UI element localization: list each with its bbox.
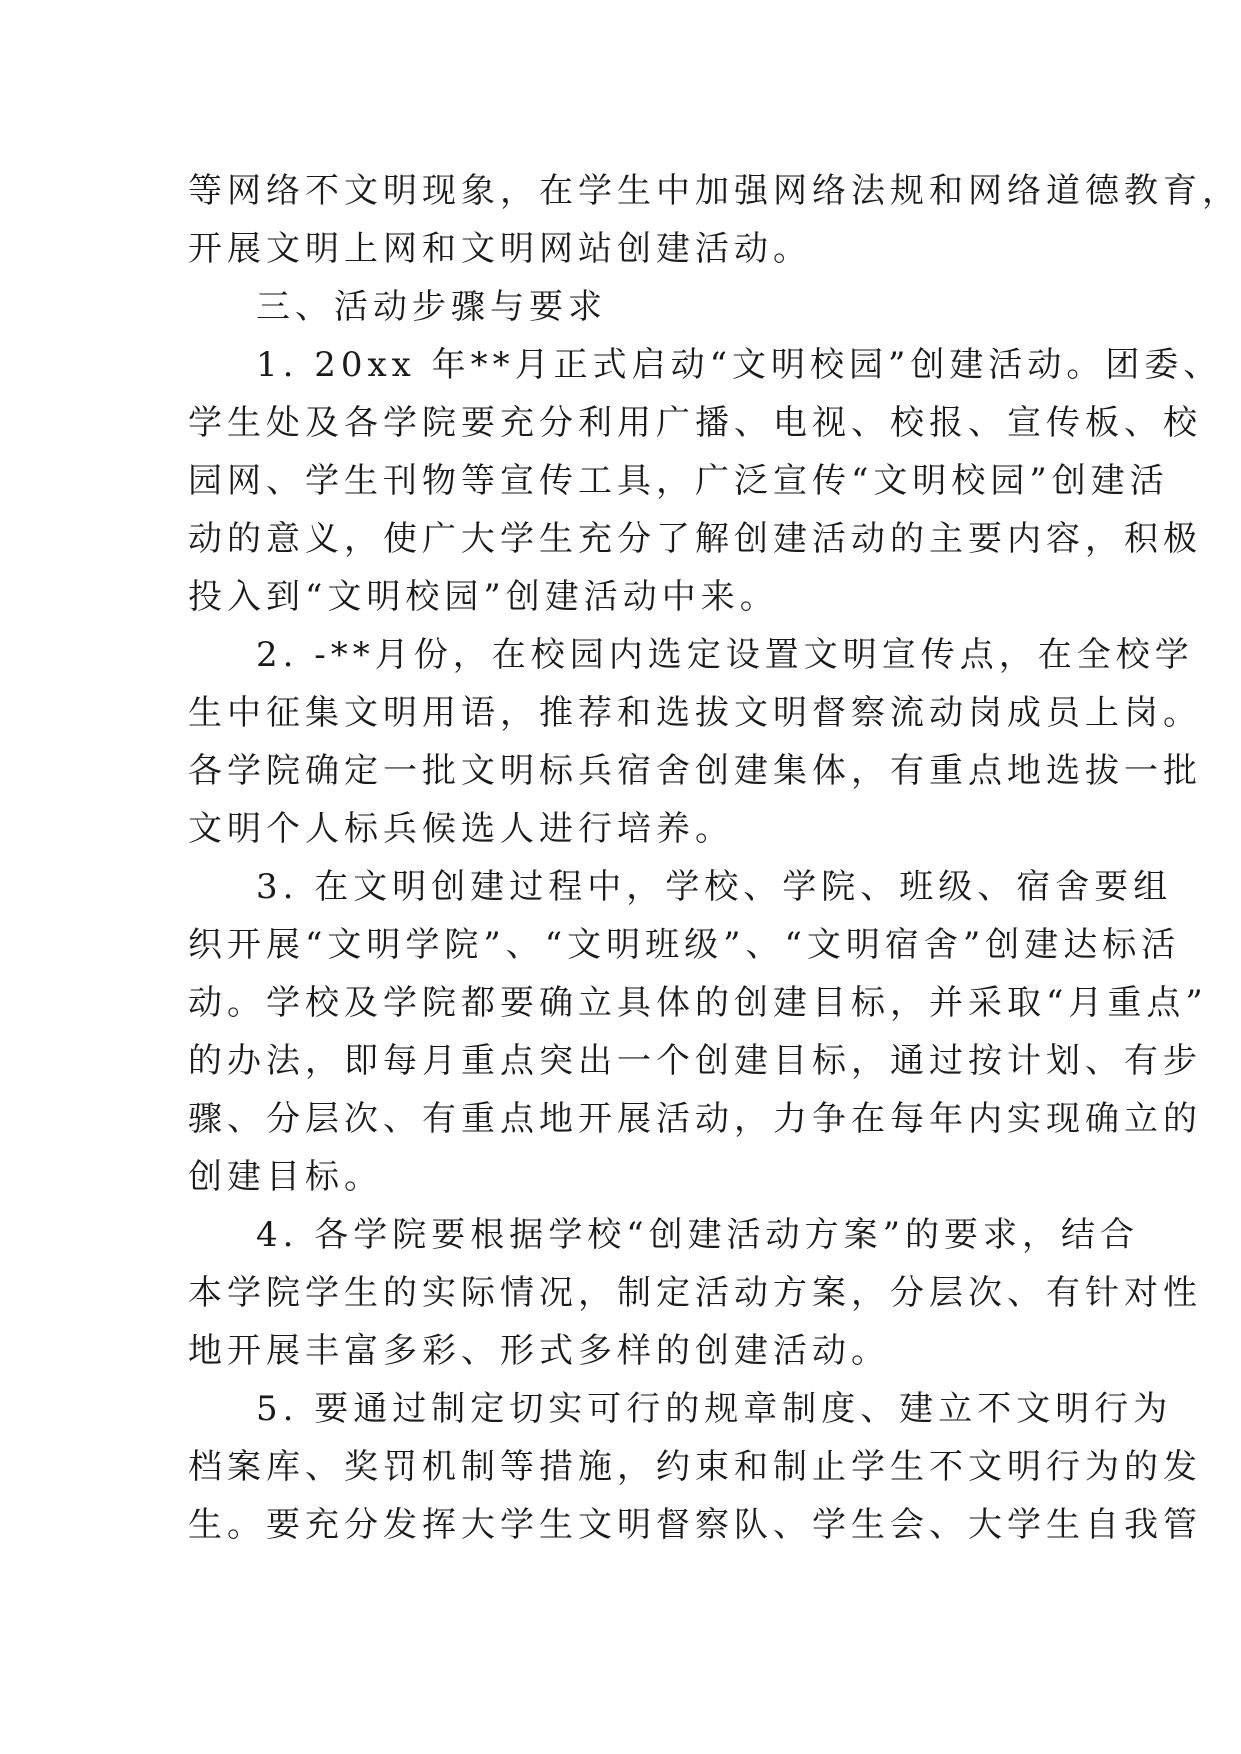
paragraph-line: 学生处及各学院要充分利用广播、电视、校报、宣传板、校 bbox=[188, 403, 1202, 443]
paragraph-line: 的办法，即每月重点突出一个创建目标，通过按计划、有步 bbox=[188, 1041, 1202, 1081]
paragraph-line: 生中征集文明用语，推荐和选拔文明督察流动岗成员上岗。 bbox=[188, 693, 1202, 733]
section-heading: 三、活动步骤与要求 bbox=[256, 287, 607, 327]
paragraph-line: 开展文明上网和文明网站创建活动。 bbox=[188, 229, 812, 269]
paragraph-line: 地开展丰富多彩、形式多样的创建活动。 bbox=[188, 1331, 890, 1371]
paragraph-line: 生。要充分发挥大学生文明督察队、学生会、大学生自我管 bbox=[188, 1505, 1202, 1545]
paragraph-line: 2. -**月份，在校园内选定设置文明宣传点，在全校学 bbox=[256, 635, 1194, 675]
paragraph-line: 动。学校及学院都要确立具体的创建目标，并采取“月重点” bbox=[188, 983, 1208, 1023]
paragraph-line: 织开展“文明学院”、“文明班级”、“文明宿舍”创建达标活 bbox=[188, 925, 1181, 965]
paragraph-line: 创建目标。 bbox=[188, 1157, 383, 1197]
paragraph-line: 骤、分层次、有重点地开展活动，力争在每年内实现确立的 bbox=[188, 1099, 1202, 1139]
paragraph-line: 档案库、奖罚机制等措施，约束和制止学生不文明行为的发 bbox=[188, 1447, 1202, 1487]
paragraph-line: 5. 要通过制定切实可行的规章制度、建立不文明行为 bbox=[256, 1389, 1173, 1429]
paragraph-line: 本学院学生的实际情况，制定活动方案，分层次、有针对性 bbox=[188, 1273, 1202, 1313]
paragraph-line: 动的意义，使广大学生充分了解创建活动的主要内容，积极 bbox=[188, 519, 1202, 559]
paragraph-line: 投入到“文明校园”创建活动中来。 bbox=[188, 577, 779, 617]
paragraph-line: 文明个人标兵候选人进行培养。 bbox=[188, 809, 734, 849]
paragraph-line: 园网、学生刊物等宣传工具，广泛宣传“文明校园”创建活 bbox=[188, 461, 1169, 501]
paragraph-line: 4. 各学院要根据学校“创建活动方案”的要求，结合 bbox=[256, 1215, 1140, 1255]
paragraph-line: 3. 在文明创建过程中，学校、学院、班级、宿舍要组 bbox=[256, 867, 1173, 907]
paragraph-line: 等网络不文明现象，在学生中加强网络法规和网络道德教育， bbox=[188, 171, 1241, 211]
paragraph-line: 1. 20xx 年**月正式启动“文明校园”创建活动。团委、 bbox=[256, 345, 1223, 385]
paragraph-line: 各学院确定一批文明标兵宿舍创建集体，有重点地选拔一批 bbox=[188, 751, 1202, 791]
